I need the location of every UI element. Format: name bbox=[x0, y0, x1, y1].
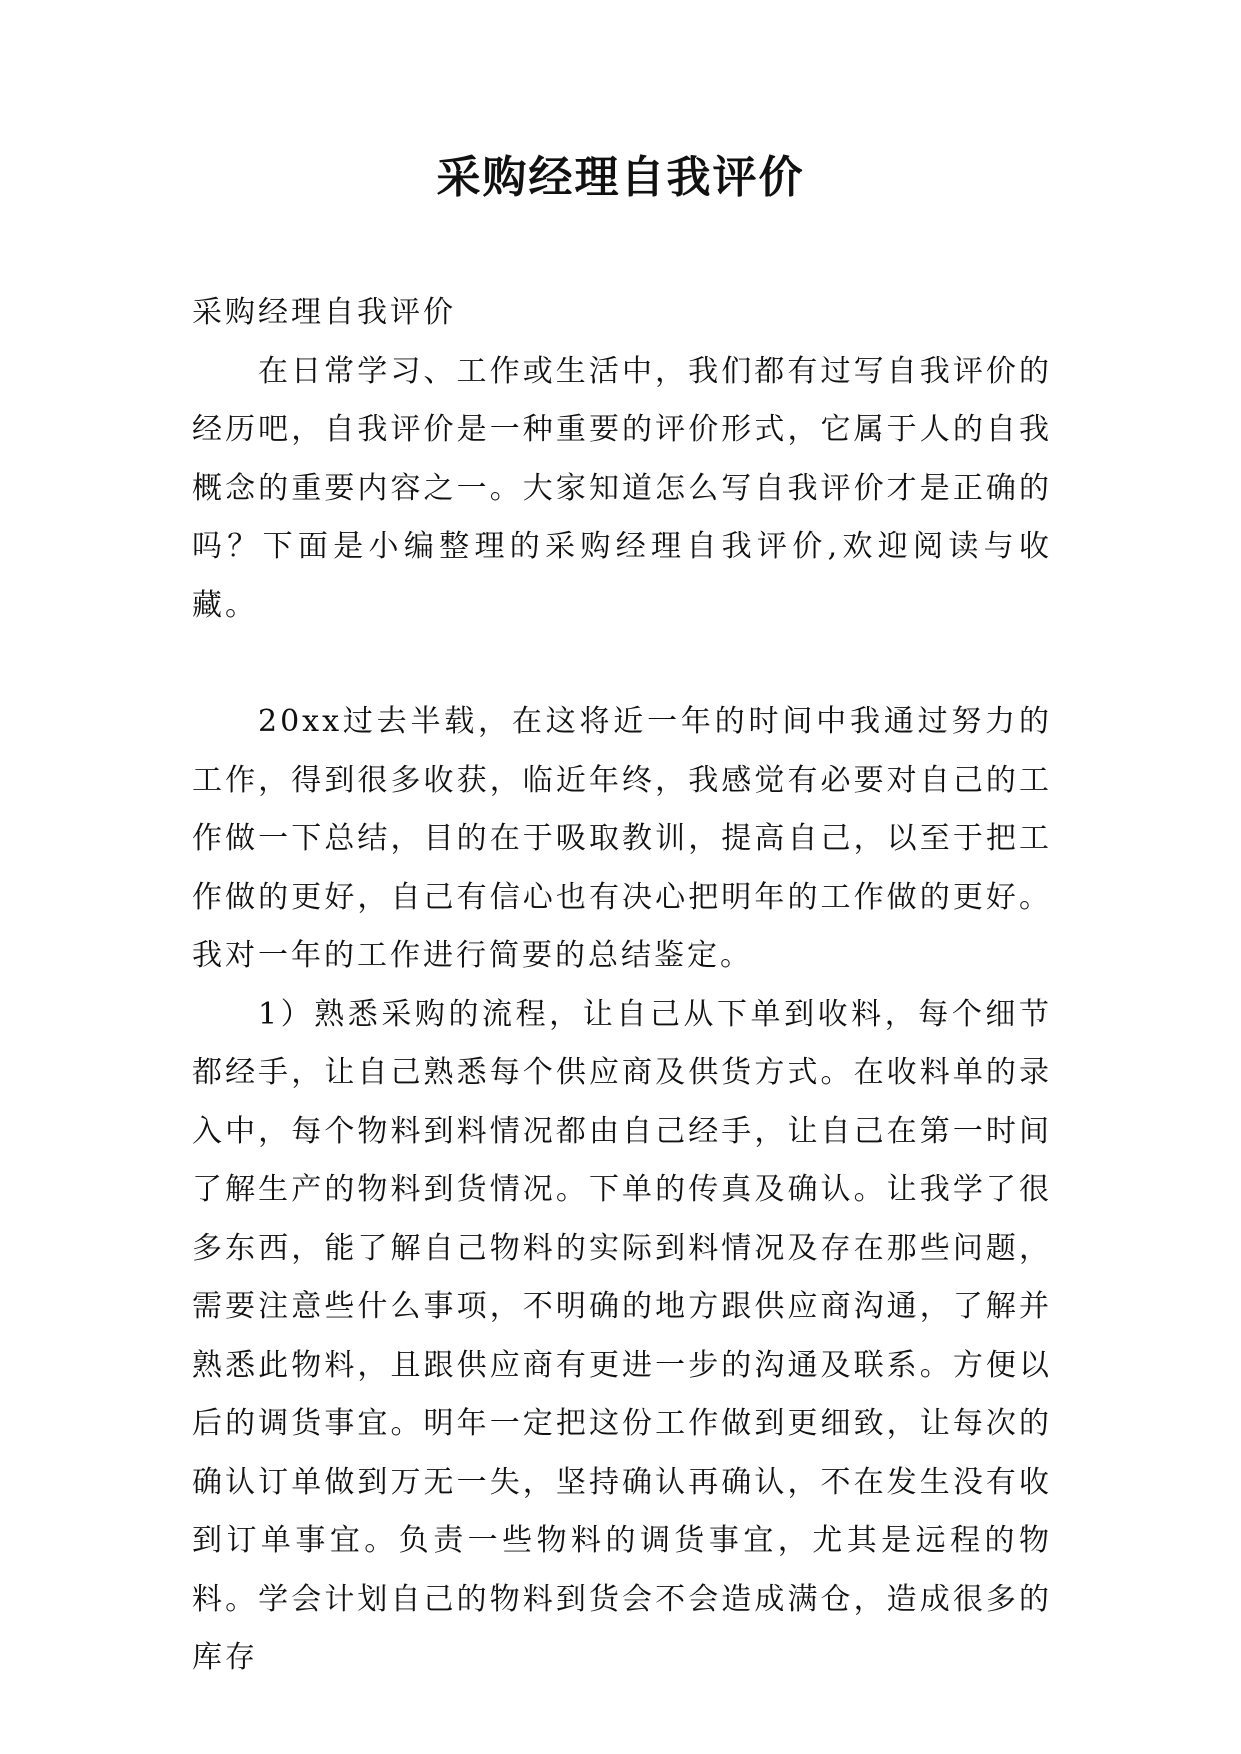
intro-paragraph: 在日常学习、工作或生活中，我们都有过写自我评价的经历吧，自我评价是一种重要的评价形式，它属于人的自我概念的重要内容之一。大家知道怎么写自我评价才是正确的吗？下面是小编整理的采购经理自我评价,欢迎阅读与收藏。 bbox=[192, 353, 1052, 623]
point-1-paragraph: 1）熟悉采购的流程，让自己从下单到收料，每个细节都经手，让自己熟悉每个供应商及供货方式。在收料单的录入中，每个物料到料情况都由自己经手，让自己在第一时间了解生产的物料到货情况。下单的传真及确认。让我学了很多东西，能了解自己物料的实际到料情况及存在那些问题，需要注意些什么事项，不明确的地方跟供应商沟通，了解并熟悉此物料，且跟供应商有更进一步的沟通及联系。方便以后的调货事宜。明年一定把这份工作做到更细致，让每次的确认订单做到万无一失，坚持确认再确认，不在发生没有收到订单事宜。负责一些物料的调货事宜，尤其是远程的物料。学会计划自己的物料到货会不会造成满仓，造成很多的库存 bbox=[192, 996, 1052, 1675]
document-title: 采购经理自我评价 bbox=[436, 152, 805, 203]
document-body bbox=[192, 284, 1052, 1688]
paragraph-spacer bbox=[192, 635, 1052, 693]
summary-paragraph: 20xx过去半载，在这将近一年的时间中我通过努力的工作，得到很多收获，临近年终，我感觉有必要对自己的工作做一下总结，目的在于吸取教训，提高自己，以至于把工作做的更好，自己有信心也有决心把明年的工作做的更好。我对一年的工作进行简要的总结鉴定。 bbox=[192, 704, 1052, 973]
document-subtitle: 采购经理自我评价 bbox=[192, 295, 456, 330]
